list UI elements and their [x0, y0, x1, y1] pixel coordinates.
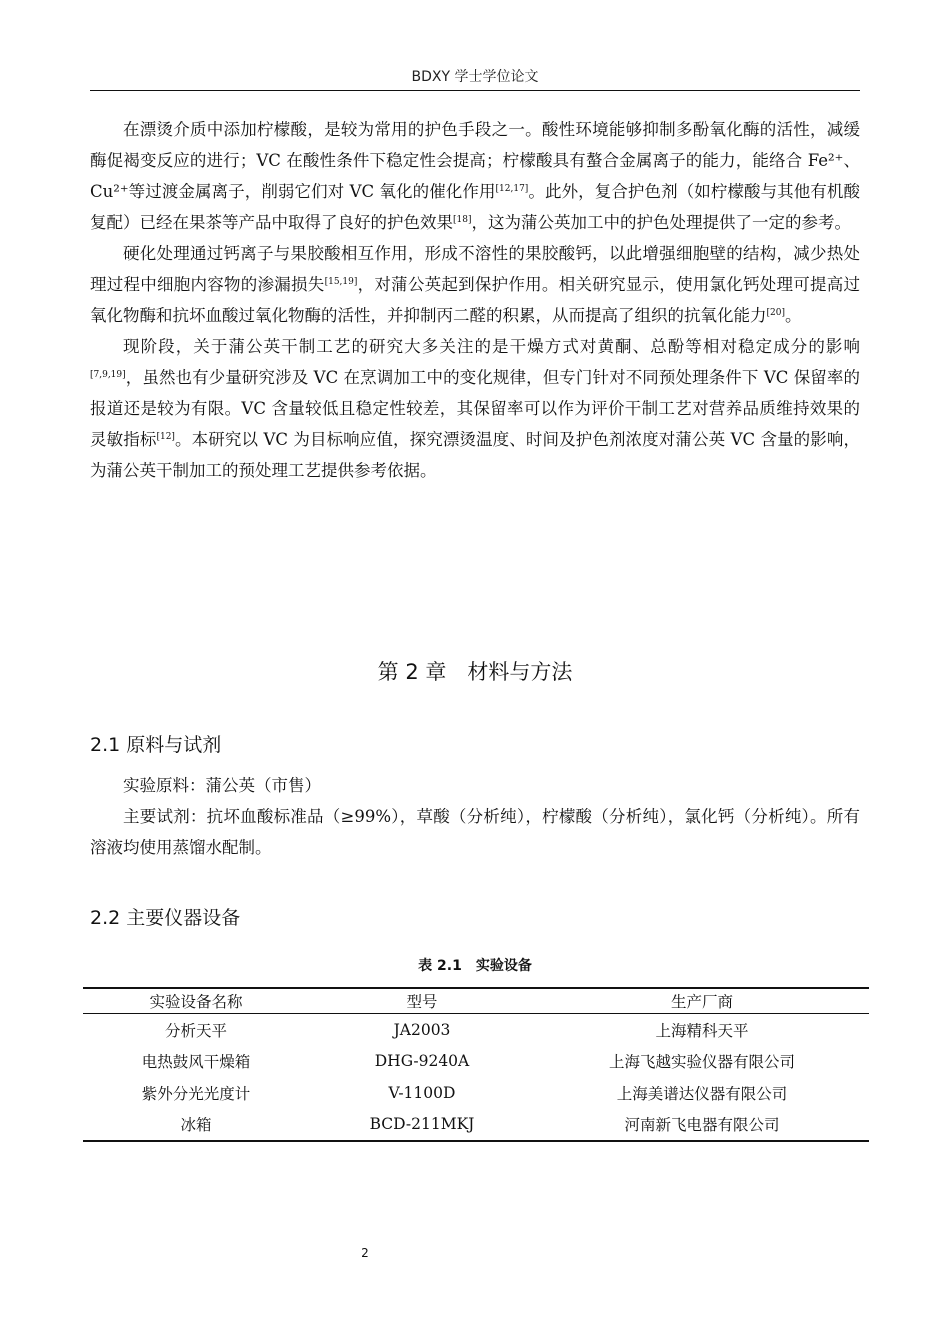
paragraph [90, 331, 860, 486]
paragraph [90, 114, 860, 238]
table-cell: BCD-211MKJ [309, 1109, 535, 1142]
table-cell: 河南新飞电器有限公司 [535, 1109, 869, 1142]
table-cell: 电热鼓风干燥箱 [141, 1053, 251, 1072]
table-cell: 冰箱 [83, 1109, 309, 1142]
reagents-line: 主要试剂：抗坏血酸标准品（≥99%），草酸（分析纯），柠檬酸（分析纯），氯化钙（分析纯）。所有溶液均使用蒸馏水配制。 [90, 807, 860, 857]
section-2-1-body [90, 770, 860, 863]
running-header: BDXY 学士学位论文 [411, 69, 539, 85]
table-row [83, 1046, 869, 1078]
column-header: 实验设备名称 [83, 988, 309, 1014]
column-header: 生产厂商 [535, 988, 869, 1014]
paragraph-text: 在漂烫介质中添加柠檬酸，是较为常用的护色手段之一。酸性环境能够抑制多酚氧化酶的活性，减缓酶促褐变反应的进行；VC 在酸性条件下稳定性会提高；柠檬酸具有螯合金属离子的能力，能络合 Fe²⁺、Cu²⁺等过渡金属离子，削弱它们对 VC 氧化的催化作用 [90, 120, 860, 201]
paragraph-text: 现阶段，关于蒲公英干制工艺的研究大多关注的是干燥方式对黄酮、总酚等相对稳定成分的影响 [123, 337, 860, 356]
chapter-title: 第 2 章 材料与方法 [377, 660, 573, 684]
column-header: 型号 [309, 988, 535, 1014]
table-cell: 上海美谱达仪器有限公司 [616, 1084, 788, 1103]
paragraph-text: ，这为蒲公英加工中的护色处理提供了一定的参考。 [471, 213, 851, 232]
citation-ref: [7,9,19] [90, 370, 126, 380]
citation-ref: [15,19] [324, 277, 358, 287]
table-cell: V-1100D [388, 1083, 456, 1102]
table-row [83, 1014, 869, 1046]
table-cell: 上海飞越实验仪器有限公司 [608, 1053, 795, 1072]
paragraph-text: ，虽然也有少量研究涉及 VC 在烹调加工中的变化规律，但专门针对不同预处理条件下 VC 保留率的报道还是较为有限。VC 含量较低且稳定性较差，其保留率可以作为评价干制工艺对营养品质维持效果的灵敏指标 [90, 368, 860, 449]
table-caption: 表 2.1 实验设备 [418, 958, 532, 974]
table-cell: DHG-9240A [374, 1052, 470, 1071]
intro-paragraphs [90, 114, 860, 486]
equipment-table [83, 987, 869, 1142]
citation-ref: [18] [453, 215, 472, 225]
paragraph-text: 硬化处理通过钙离子与果胶酸相互作用，形成不溶性的果胶酸钙，以此增强细胞壁的结构，减少热处理过程中细胞内容物的渗漏损失 [90, 244, 860, 294]
table-cell: 紫外分光光度计 [141, 1084, 251, 1103]
paragraph-text: ，对蒲公英起到保护作用。相关研究显示，使用氯化钙处理可提高过氧化物酶和抗坏血酸过氧化物酶的活性，并抑制丙二醛的积累，从而提高了组织的抗氧化能力 [90, 275, 861, 325]
table-row [83, 1109, 869, 1142]
table-header-row [83, 988, 869, 1014]
materials-line: 实验原料：蒲公英（市售） [123, 776, 321, 795]
table-cell: 上海精科天平 [655, 1021, 749, 1040]
table-cell: JA2003 [393, 1020, 451, 1039]
paragraph-text: 。本研究以 VC 为目标响应值，探究漂烫温度、时间及护色剂浓度对蒲公英 VC 含量的影响，为蒲公英干制加工的预处理工艺提供参考依据。 [90, 430, 861, 480]
citation-ref: [12,17] [495, 184, 529, 194]
paragraph [90, 238, 860, 331]
section-heading-2-1: 2.1 原料与试剂 [90, 734, 222, 756]
citation-ref: [12] [156, 432, 175, 442]
section-heading-2-2: 2.2 主要仪器设备 [90, 907, 241, 929]
table-cell: 分析天平 [164, 1021, 227, 1040]
header-rule [90, 90, 860, 91]
paragraph-text: 。 [784, 306, 802, 325]
paragraph-text: 。此外，复合护色剂（如柠檬酸与其他有机酸复配）已经在果茶等产品中取得了良好的护色效果 [90, 182, 860, 232]
table-row [83, 1077, 869, 1109]
citation-ref: [20] [766, 308, 785, 318]
page-number: 2 [361, 1246, 369, 1260]
